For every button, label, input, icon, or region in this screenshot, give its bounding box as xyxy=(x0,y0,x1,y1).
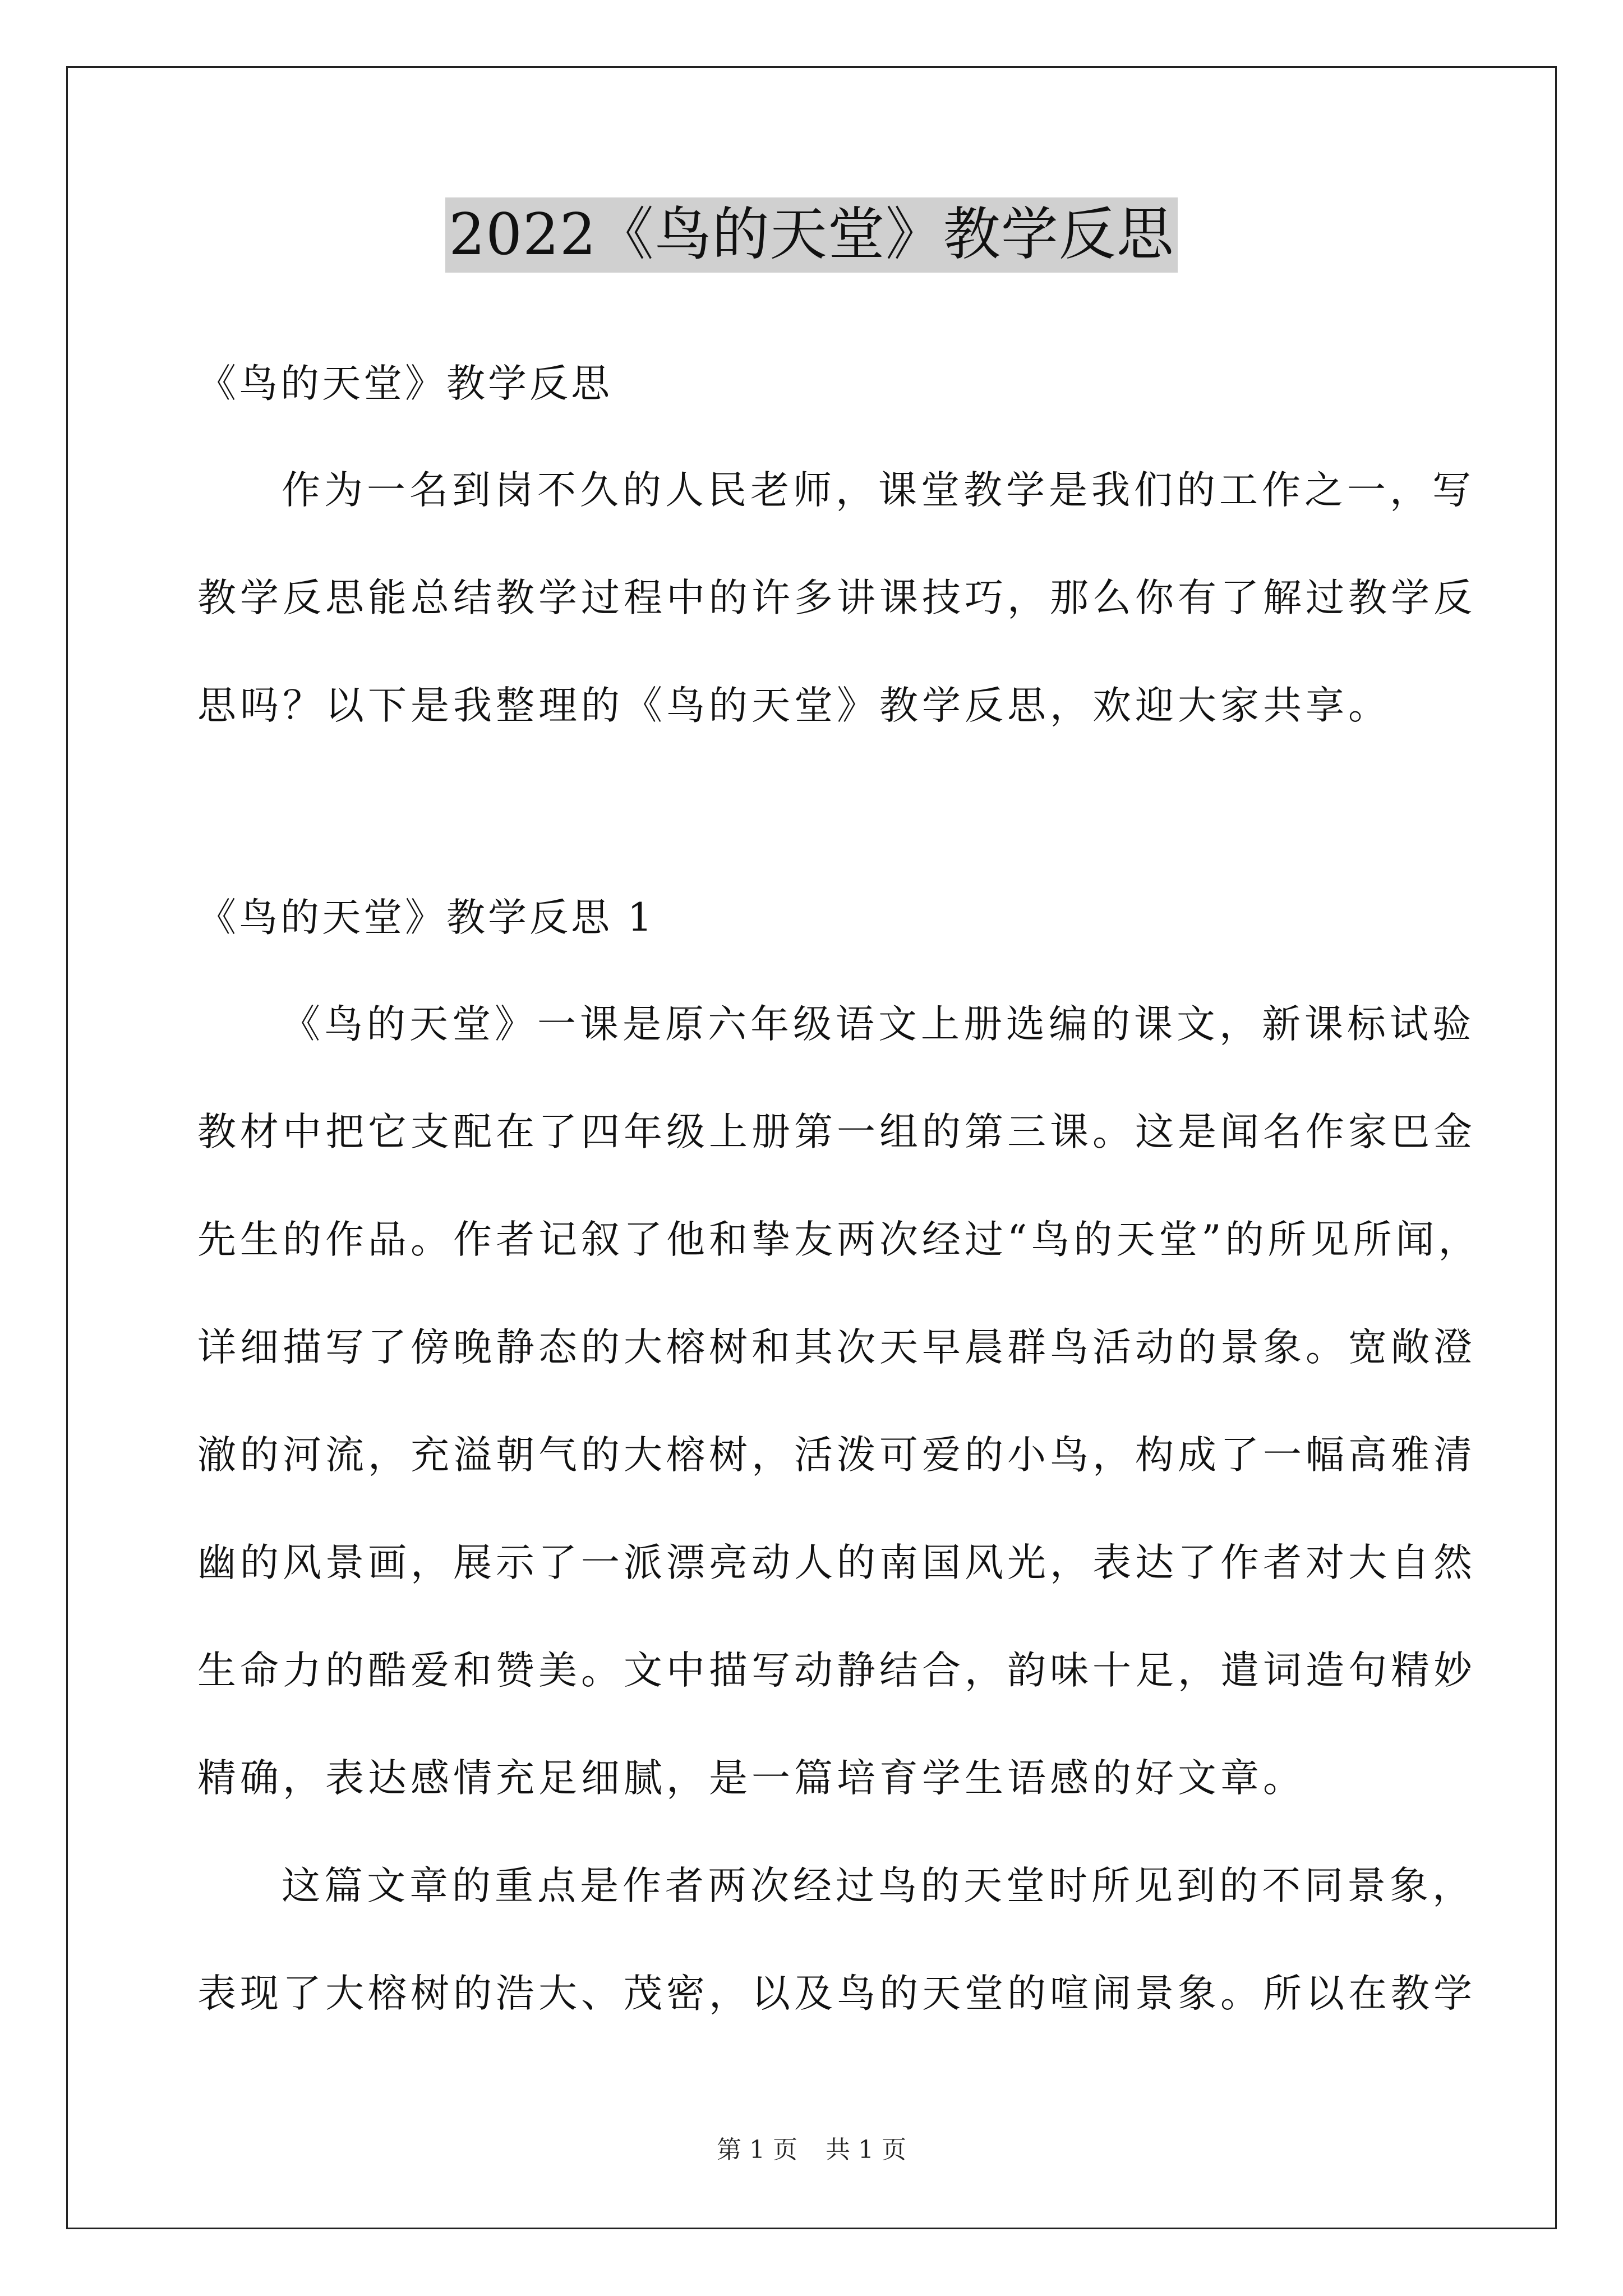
paragraph-line: 教材中把它支配在了四年级上册第一组的第三课。这是闻名作家巴金 xyxy=(197,1110,1476,1154)
page-total: 共 1 页 xyxy=(826,2136,906,2164)
paragraph-line: 澈的河流，充溢朝气的大榕树，活泼可爱的小鸟，构成了一幅高雅清 xyxy=(197,1433,1476,1478)
paragraph-line: 详细描写了傍晚静态的大榕树和其次天早晨群鸟活动的景象。宽敞澄 xyxy=(197,1325,1476,1370)
paragraph-line: 幽的风景画，展示了一派漂亮动人的南国风光，表达了作者对大自然 xyxy=(197,1540,1476,1585)
page-footer xyxy=(0,2129,1623,2165)
page-number: 第 1 页 xyxy=(717,2136,797,2164)
section-heading: 《鸟的天堂》教学反思 1 xyxy=(197,895,655,940)
intro-line: 教学反思能总结教学过程中的许多讲课技巧，那么你有了解过教学反 xyxy=(197,576,1476,620)
paragraph-line: 《鸟的天堂》一课是原六年级语文上册选编的课文，新课标试验 xyxy=(282,1002,1475,1047)
paragraph-line: 先生的作品。作者记叙了他和挚友两次经过“鸟的天堂”的所见所闻， xyxy=(197,1217,1481,1262)
document-title: 2022《鸟的天堂》教学反思 xyxy=(445,197,1178,273)
intro-line: 思吗？以下是我整理的《鸟的天堂》教学反思，欢迎大家共享。 xyxy=(197,683,1391,728)
paragraph-line: 表现了大榕树的浩大、茂密，以及鸟的天堂的喧闹景象。所以在教学 xyxy=(197,1971,1476,2016)
paragraph-line: 精确，表达感情充足细腻，是一篇培育学生语感的好文章。 xyxy=(197,1756,1306,1801)
title-container xyxy=(0,197,1623,273)
intro-line: 作为一名到岗不久的人民老师，课堂教学是我们的工作之一，写 xyxy=(282,468,1475,513)
paragraph-line: 生命力的酷爱和赞美。文中描写动静结合，韵味十足，遣词造句精妙 xyxy=(197,1648,1476,1693)
paragraph-line: 这篇文章的重点是作者两次经过鸟的天堂时所见到的不同景象， xyxy=(282,1864,1475,1908)
document-subtitle: 《鸟的天堂》教学反思 xyxy=(197,361,612,406)
